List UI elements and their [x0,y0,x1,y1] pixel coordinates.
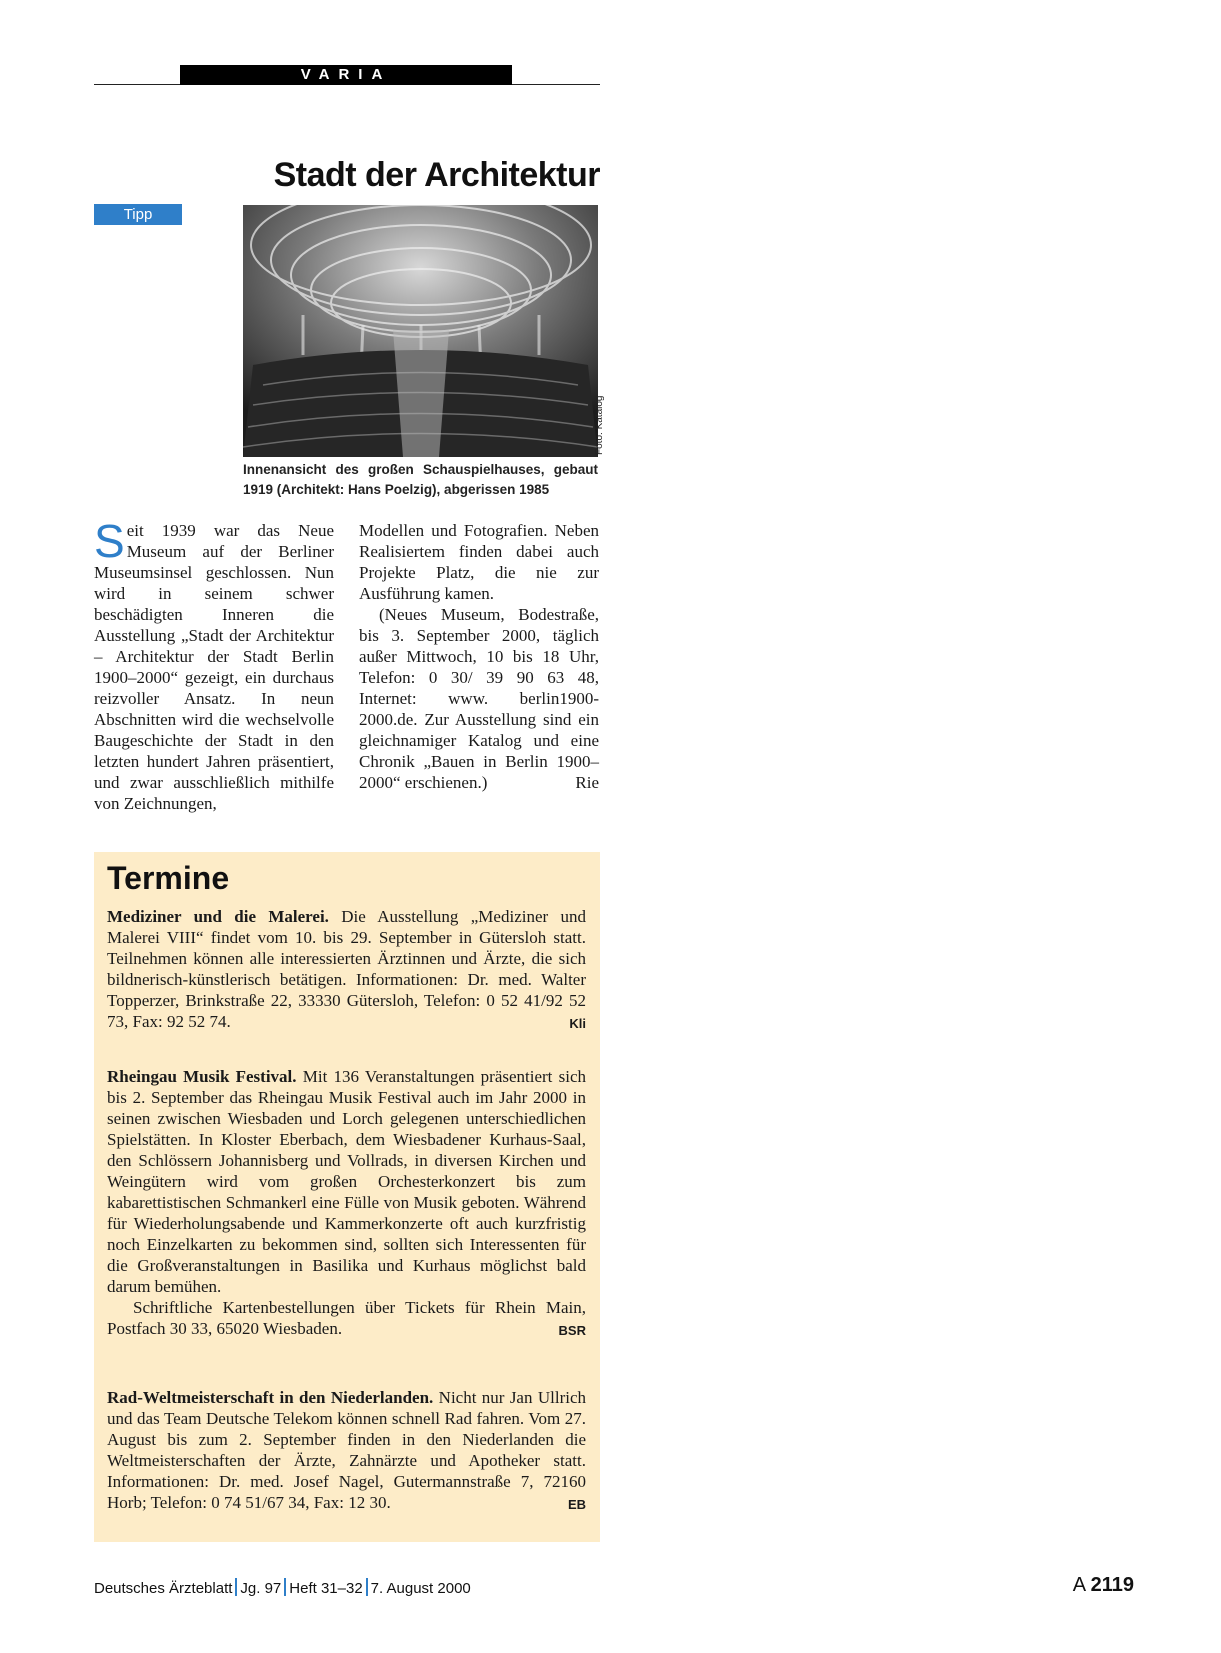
article-body-right-2: (Neues Museum, Bodestraße, bis 3. September 2000, täglich außer Mittwoch, 10 bis 18 Uhr, Telefon: 0 30/ 39 90 63 48, Internet: www. berlin1900-2000.de. Zur Ausstellung sind ein gleichnamiger Katalog und eine Chronik „Bauen in Berlin 1900–2000“ erschienen.) [359,605,599,792]
journal-name: Deutsches Ärzteblatt [94,1580,233,1597]
entry-headline: Rad-Weltmeisterschaft in den Niederlanden. [107,1388,434,1407]
article-body-right-1: Modellen und Fotografien. Neben Realisiertem finden dabei auch Projekte Platz, die nie zur Ausführung kamen. [359,521,599,603]
footer-separator [366,1578,368,1596]
photo-caption: Innenansicht des großen Schauspielhauses, gebaut 1919 (Architekt: Hans Poelzig), abgerissen 1985 [243,462,598,497]
entry-headline: Rheingau Musik Festival. [107,1067,297,1086]
page-footer [94,1574,1134,1597]
entry-text: Nicht nur Jan Ullrich und das Team Deutsche Telekom können schnell Rad fahren. Vom 27. August bis zum 2. September finden in den Niederlanden die Weltmeisterschaften der Ärzte, Zahnärzte und Apotheker statt. Informationen: Dr. med. Josef Nagel, Gutermannstraße 7, 72160 Horb; Telefon: 0 74 51/67 34, Fax: 12 30. [107,1388,586,1512]
entry-text-continued: Schriftliche Kartenbestellungen über Tickets für Rhein Main, Postfach 30 33, 65020 Wiesbaden. [107,1298,586,1338]
issue: Heft 31–32 [289,1580,363,1597]
footer-separator [235,1578,237,1596]
article-column-right [359,520,599,793]
drop-cap: S [94,515,125,567]
termine-entry [107,1066,586,1341]
termine-entry [107,1387,586,1515]
volume: Jg. 97 [240,1580,282,1597]
entry-author: EB [567,1497,586,1512]
entry-author: Kli [569,1016,586,1031]
tipp-badge: Tipp [94,204,182,225]
termine-entry [107,906,586,1034]
footer-separator [284,1578,286,1596]
page-number-value: 2119 [1090,1574,1134,1596]
page-number [1073,1574,1134,1597]
article-signature: Rie [575,773,599,792]
termine-box [94,852,600,1542]
page-prefix: A [1072,1574,1086,1596]
article-title: Stadt der Architektur [273,156,600,194]
issue-date: 7. August 2000 [370,1580,471,1597]
entry-text: Die Ausstellung „Mediziner und Malerei VIII“ findet vom 10. bis 29. September in Gütersloh statt. Teilnehmen können alle interessierten Ärztinnen und Ärzte, die sich bildnerisch-künstlerisch betätigen. Informationen: Dr. med. Walter Topperzer, Brinkstraße 22, 33330 Gütersloh, Telefon: 0 52 41/92 52 73, Fax: 92 52 74. [107,907,586,1031]
entry-headline: Mediziner und die Malerei. [107,907,329,926]
section-label: VARIA [180,65,512,85]
article-body-left: eit 1939 war das Neue Museum auf der Berliner Museumsinsel geschlossen. Nun wird in seinem schwer beschädigten Inneren die Ausstellung „Stadt der Architektur – Architektur der Stadt Berlin 1900–2000“ gezeigt, ein durchaus reizvoller Ansatz. In neun Abschnitten wird die wechselvolle Baugeschichte der Stadt in den letzten hundert Jahren präsentiert, und zwar ausschließlich mithilfe von Zeichnungen, [94,521,334,813]
termine-title: Termine [107,860,230,896]
theater-photo [243,205,598,457]
entry-text: Mit 136 Veranstaltungen präsentiert sich bis 2. September das Rheingau Musik Festival auch im Jahr 2000 in seinen zwischen Wiesbaden und Lorch gelegenen unterschiedlichen Spielstätten. In Kloster Eberbach, dem Wiesbadener Kurhaus-Saal, den Schlössern Johannisberg und Vollrads, in diversen Kirchen und Weingütern wird vom großen Orchesterkonzert bis zum kabarettistischen Schmankerl eine Fülle von Musik geboten. Während für Wiederholungsabende und Kammerkonzerte oft auch kurzfristig noch Einzelkarten zu bekommen sind, sollten sich Interessenten für die Großveranstaltungen in Basilika und Kurhaus möglichst bald darum bemühen. [107,1067,586,1296]
photo-credit: Foto: Katalog [594,395,605,455]
entry-author: BSR [558,1323,586,1338]
article-column-left [94,515,334,814]
